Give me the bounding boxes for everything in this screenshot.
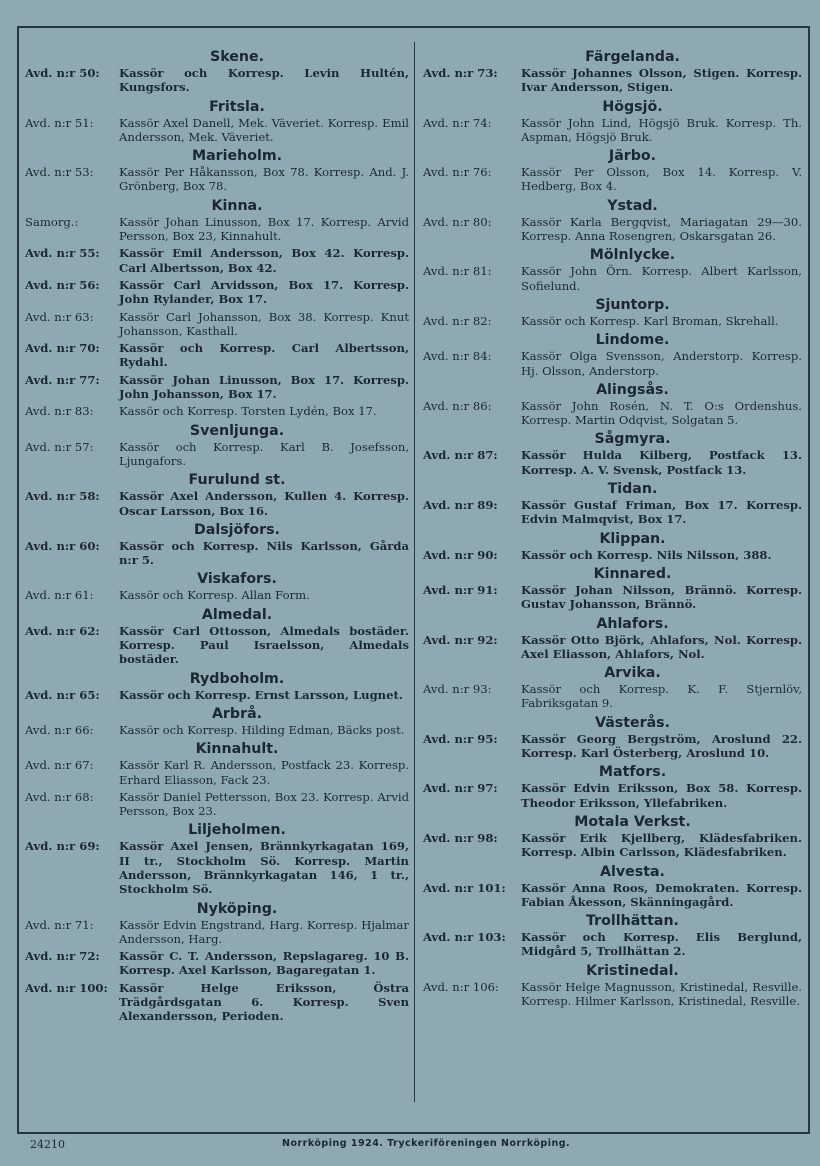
branch-entry bbox=[25, 66, 409, 95]
town-heading: Lindome. bbox=[595, 332, 670, 349]
town-heading: Sjuntorp. bbox=[595, 296, 670, 313]
branch-number: Avd. n:r 91: bbox=[423, 582, 498, 597]
branch-entry bbox=[423, 399, 802, 428]
town-heading: Almedal. bbox=[201, 606, 273, 623]
branch-contacts: Kassör Edvin Engstrand, Harg. Korresp. Hjalmar Andersson, Harg. bbox=[119, 917, 409, 946]
branch-contacts: Kassör John Rosén, N. T. O:s Ordenshus. Korresp. Martin Odqvist, Solgatan 5. bbox=[521, 398, 802, 428]
town-heading: Järbo. bbox=[608, 148, 657, 165]
page-frame bbox=[17, 26, 810, 1134]
branch-entry bbox=[25, 165, 409, 194]
branch-number: Avd. n:r 65: bbox=[25, 687, 100, 702]
town-heading: Kinnared. bbox=[593, 565, 672, 582]
branch-entry bbox=[423, 881, 802, 910]
branch-contacts: Kassör Erik Kjellberg, Klädesfabriken. Korresp. Albin Carlsson, Klädesfabriken. bbox=[521, 830, 802, 860]
branch-number: Avd. n:r 74: bbox=[423, 115, 492, 130]
branch-contacts: Kassör och Korresp. Carl Albertsson, Rydahl. bbox=[119, 341, 409, 370]
branch-number: Samorg.: bbox=[25, 214, 79, 229]
branch-entry bbox=[423, 314, 802, 328]
town-heading: Tidan. bbox=[607, 481, 658, 498]
town-heading: Ahlafors. bbox=[596, 615, 669, 632]
town-heading: Svenljunga. bbox=[189, 422, 285, 439]
branch-contacts: Kassör Karla Bergqvist, Mariagatan 29—30. Korresp. Anna Rosengren, Oskarsgatan 26. bbox=[521, 214, 802, 244]
branch-number: Avd. n:r 81: bbox=[423, 264, 492, 279]
branch-number: Avd. n:r 76: bbox=[423, 165, 492, 180]
branch-contacts: Kassör Georg Bergström, Aroslund 22. Korresp. Karl Österberg, Aroslund 10. bbox=[521, 731, 802, 761]
branch-entry bbox=[25, 404, 409, 418]
branch-contacts: Kassör och Korresp. Levin Hultén, Kungsfors. bbox=[119, 66, 409, 95]
left-column bbox=[19, 48, 415, 1027]
branch-number: Avd. n:r 106: bbox=[423, 979, 499, 994]
branch-entry bbox=[423, 349, 802, 378]
branch-number: Avd. n:r 77: bbox=[25, 372, 100, 387]
town-heading: Fritsla. bbox=[209, 98, 265, 115]
branch-number: Avd. n:r 50: bbox=[25, 66, 100, 80]
town-heading: Arvika. bbox=[604, 665, 661, 682]
branch-number: Avd. n:r 87: bbox=[423, 448, 498, 463]
branch-number: Avd. n:r 61: bbox=[25, 588, 94, 603]
branch-contacts: Kassör Karl R. Andersson, Postfack 23. Korresp. Erhard Eliasson, Fack 23. bbox=[119, 758, 409, 787]
town-heading: Viskafors. bbox=[197, 571, 277, 588]
branch-number: Avd. n:r 63: bbox=[25, 309, 94, 324]
branch-contacts: Kassör och Korresp. Elis Berglund, Midgård 5, Trollhättan 2. bbox=[521, 930, 802, 959]
branch-number: Avd. n:r 95: bbox=[423, 731, 498, 746]
branch-contacts: Kassör Edvin Eriksson, Box 58. Korresp. Theodor Eriksson, Yllefabriken. bbox=[521, 781, 802, 810]
town-heading: Furulund st. bbox=[188, 472, 286, 489]
branch-contacts: Kassör Emil Andersson, Box 42. Korresp. Carl Albertsson, Box 42. bbox=[119, 246, 409, 275]
branch-contacts: Kassör Axel Jensen, Brännkyrkagatan 169, II tr., Stockholm Sö. Korresp. Martin Andersson, Brännkyrkagatan 146, 1 tr., Stockholm Sö. bbox=[119, 839, 409, 897]
town-heading: Högsjö. bbox=[602, 98, 663, 115]
town-heading: Alingsås. bbox=[596, 381, 669, 398]
branch-entry bbox=[423, 165, 802, 194]
branch-contacts: Kassör Johan Linusson, Box 17. Korresp. Arvid Persson, Box 23, Kinnahult. bbox=[119, 214, 409, 244]
town-heading: Kinna. bbox=[211, 197, 263, 214]
printer-imprint: Norrköping 1924. Tryckeriföreningen Norrköping. bbox=[282, 1138, 571, 1149]
branch-number: Avd. n:r 103: bbox=[423, 930, 506, 945]
branch-number: Avd. n:r 101: bbox=[423, 880, 506, 895]
branch-contacts: Kassör John Lind, Högsjö Bruk. Korresp. Th. Aspman, Högsjö Bruk. bbox=[521, 115, 802, 144]
town-heading: Ystad. bbox=[607, 197, 658, 214]
branch-entry bbox=[25, 440, 409, 469]
branch-entry bbox=[25, 949, 409, 978]
town-heading: Trollhättan. bbox=[586, 913, 679, 930]
branch-entry bbox=[423, 930, 802, 959]
branch-number: Avd. n:r 89: bbox=[423, 498, 498, 513]
branch-entry bbox=[423, 682, 802, 711]
branch-entry bbox=[25, 246, 409, 275]
branch-contacts: Kassör Carl Ottosson, Almedals bostäder. Korresp. Paul Israelsson, Almedals bostäder. bbox=[119, 623, 409, 667]
branch-entry bbox=[423, 732, 802, 761]
branch-entry bbox=[25, 723, 409, 737]
branch-entry bbox=[25, 758, 409, 787]
branch-entry bbox=[25, 310, 409, 339]
branch-entry bbox=[423, 264, 802, 293]
branch-contacts: Kassör Anna Roos, Demokraten. Korresp. Fabian Åkesson, Skänningagård. bbox=[521, 880, 802, 909]
branch-number: Avd. n:r 62: bbox=[25, 623, 100, 638]
branch-entry bbox=[25, 341, 409, 370]
branch-entry bbox=[25, 489, 409, 518]
branch-contacts: Kassör C. T. Andersson, Repslagareg. 10 B. Korresp. Axel Karlsson, Bagaregatan 1. bbox=[119, 949, 409, 978]
branch-entry bbox=[25, 981, 409, 1024]
branch-number: Avd. n:r 69: bbox=[25, 839, 100, 854]
branch-entry bbox=[423, 116, 802, 145]
branch-contacts: Kassör och Korresp. Karl Broman, Skrehall. bbox=[521, 313, 779, 328]
branch-number: Avd. n:r 84: bbox=[423, 349, 492, 364]
branch-entry bbox=[423, 583, 802, 612]
branch-entry bbox=[423, 498, 802, 527]
branch-contacts: Kassör Otto Björk, Ahlafors, Nol. Korresp. Axel Eliasson, Ahlafors, Nol. bbox=[521, 632, 802, 661]
branch-number: Avd. n:r 71: bbox=[25, 917, 94, 932]
branch-contacts: Kassör Carl Arvidsson, Box 17. Korresp. John Rylander, Box 17. bbox=[119, 277, 409, 307]
town-heading: Motala Verkst. bbox=[574, 813, 691, 830]
town-heading: Rydboholm. bbox=[189, 670, 285, 687]
town-heading: Kinnahult. bbox=[195, 741, 279, 758]
branch-entry bbox=[25, 588, 409, 602]
branch-number: Avd. n:r 68: bbox=[25, 789, 94, 804]
branch-number: Avd. n:r 86: bbox=[423, 398, 492, 413]
town-heading: Mölnlycke. bbox=[589, 247, 676, 264]
print-number: 24210 bbox=[30, 1138, 65, 1151]
branch-contacts: Kassör och Korresp. Karl B. Josefsson, Ljungafors. bbox=[119, 439, 409, 468]
branch-contacts: Kassör John Örn. Korresp. Albert Karlsson, Sofielund. bbox=[521, 264, 802, 293]
branch-number: Avd. n:r 53: bbox=[25, 165, 94, 180]
branch-number: Avd. n:r 73: bbox=[423, 66, 498, 80]
town-heading: Liljeholmen. bbox=[188, 822, 286, 839]
town-heading: Marieholm. bbox=[191, 148, 283, 165]
branch-number: Avd. n:r 57: bbox=[25, 439, 94, 454]
branch-entry bbox=[25, 373, 409, 402]
branch-contacts: Kassör Helge Eriksson, Östra Trädgårdsgatan 6. Korresp. Sven Alexandersson, Perioden. bbox=[119, 980, 409, 1024]
branch-contacts: Kassör Per Håkansson, Box 78. Korresp. And. J. Grönberg, Box 78. bbox=[119, 165, 409, 194]
branch-contacts: Kassör Johannes Olsson, Stigen. Korresp. Ivar Andersson, Stigen. bbox=[521, 66, 802, 95]
branch-contacts: Kassör Daniel Pettersson, Box 23. Korresp. Arvid Persson, Box 23. bbox=[119, 789, 409, 819]
branch-number: Avd. n:r 72: bbox=[25, 949, 100, 964]
branch-number: Avd. n:r 93: bbox=[423, 682, 492, 697]
branch-entry bbox=[25, 215, 409, 244]
town-heading: Skene. bbox=[209, 49, 264, 65]
branch-number: Avd. n:r 100: bbox=[25, 980, 108, 995]
branch-number: Avd. n:r 58: bbox=[25, 489, 100, 504]
branch-contacts: Kassör Axel Danell, Mek. Väveriet. Korresp. Emil Andersson, Mek. Väveriet. bbox=[119, 115, 409, 144]
branch-entry bbox=[423, 66, 802, 95]
town-heading: Kristinedal. bbox=[586, 962, 679, 979]
branch-number: Avd. n:r 70: bbox=[25, 341, 100, 356]
town-heading: Matfors. bbox=[598, 764, 667, 781]
branch-number: Avd. n:r 97: bbox=[423, 781, 498, 796]
branch-entry bbox=[25, 688, 409, 702]
branch-number: Avd. n:r 82: bbox=[423, 313, 492, 328]
branch-number: Avd. n:r 66: bbox=[25, 722, 94, 737]
branch-contacts: Kassör Olga Svensson, Anderstorp. Korresp. Hj. Olsson, Anderstorp. bbox=[521, 349, 802, 378]
town-heading: Västerås. bbox=[594, 714, 671, 731]
town-heading: Klippan. bbox=[599, 530, 666, 547]
town-heading: Sågmyra. bbox=[594, 431, 671, 448]
branch-number: Avd. n:r 90: bbox=[423, 547, 498, 562]
branch-contacts: Kassör Gustaf Friman, Box 17. Korresp. Edvin Malmqvist, Box 17. bbox=[521, 498, 802, 527]
branch-entry bbox=[423, 633, 802, 662]
branch-contacts: Kassör Johan Linusson, Box 17. Korresp. John Johansson, Box 17. bbox=[119, 372, 409, 402]
branch-number: Avd. n:r 51: bbox=[25, 115, 94, 130]
branch-contacts: Kassör Per Olsson, Box 14. Korresp. V. Hedberg, Box 4. bbox=[521, 165, 802, 194]
branch-number: Avd. n:r 55: bbox=[25, 246, 100, 261]
branch-entry bbox=[25, 918, 409, 947]
branch-entry bbox=[423, 980, 802, 1009]
branch-number: Avd. n:r 98: bbox=[423, 830, 498, 845]
branch-contacts: Kassör och Korresp. Nils Karlsson, Gårda n:r 5. bbox=[119, 538, 409, 568]
branch-number: Avd. n:r 56: bbox=[25, 277, 100, 292]
branch-number: Avd. n:r 67: bbox=[25, 758, 94, 773]
right-column bbox=[417, 48, 808, 1011]
branch-contacts: Kassör Axel Andersson, Kullen 4. Korresp. Oscar Larsson, Box 16. bbox=[119, 489, 409, 518]
branch-number: Avd. n:r 60: bbox=[25, 538, 100, 553]
branch-entry bbox=[423, 831, 802, 860]
town-heading: Alvesta. bbox=[600, 863, 665, 880]
branch-entry bbox=[25, 790, 409, 819]
branch-entry bbox=[25, 839, 409, 896]
town-heading: Färgelanda. bbox=[585, 49, 680, 65]
branch-number: Avd. n:r 80: bbox=[423, 214, 492, 229]
branch-contacts: Kassör och Korresp. Ernst Larsson, Lugnet. bbox=[119, 687, 403, 702]
branch-number: Avd. n:r 92: bbox=[423, 632, 498, 647]
branch-contacts: Kassör och Korresp. Torsten Lydén, Box 17. bbox=[119, 404, 377, 419]
branch-contacts: Kassör och Korresp. Hilding Edman, Bäcks post. bbox=[119, 722, 405, 737]
town-heading: Dalsjöfors. bbox=[193, 521, 281, 538]
branch-number: Avd. n:r 83: bbox=[25, 404, 94, 419]
branch-contacts: Kassör och Korresp. K. F. Stjernlöv, Fabriksgatan 9. bbox=[521, 682, 802, 711]
branch-contacts: Kassör och Korresp. Nils Nilsson, 388. bbox=[521, 547, 772, 562]
branch-entry bbox=[25, 624, 409, 667]
branch-contacts: Kassör Johan Nilsson, Brännö. Korresp. Gustav Johansson, Brännö. bbox=[521, 582, 802, 612]
branch-contacts: Kassör Carl Johansson, Box 38. Korresp. Knut Johansson, Kasthall. bbox=[119, 309, 409, 338]
branch-contacts: Kassör Hulda Kilberg, Postfack 13. Korresp. A. V. Svensk, Postfack 13. bbox=[521, 448, 802, 477]
branch-contacts: Kassör och Korresp. Allan Form. bbox=[119, 588, 310, 603]
branch-entry bbox=[25, 116, 409, 145]
branch-entry bbox=[423, 548, 802, 562]
branch-entry bbox=[423, 215, 802, 244]
branch-entry bbox=[25, 539, 409, 568]
town-heading: Arbrå. bbox=[211, 705, 263, 722]
branch-entry bbox=[423, 781, 802, 810]
branch-entry bbox=[25, 278, 409, 307]
branch-entry bbox=[423, 448, 802, 477]
branch-contacts: Kassör Helge Magnusson, Kristinedal, Resville. Korresp. Hilmer Karlsson, Kristinedal, Resville. bbox=[521, 979, 802, 1008]
town-heading: Nyköping. bbox=[196, 900, 278, 917]
